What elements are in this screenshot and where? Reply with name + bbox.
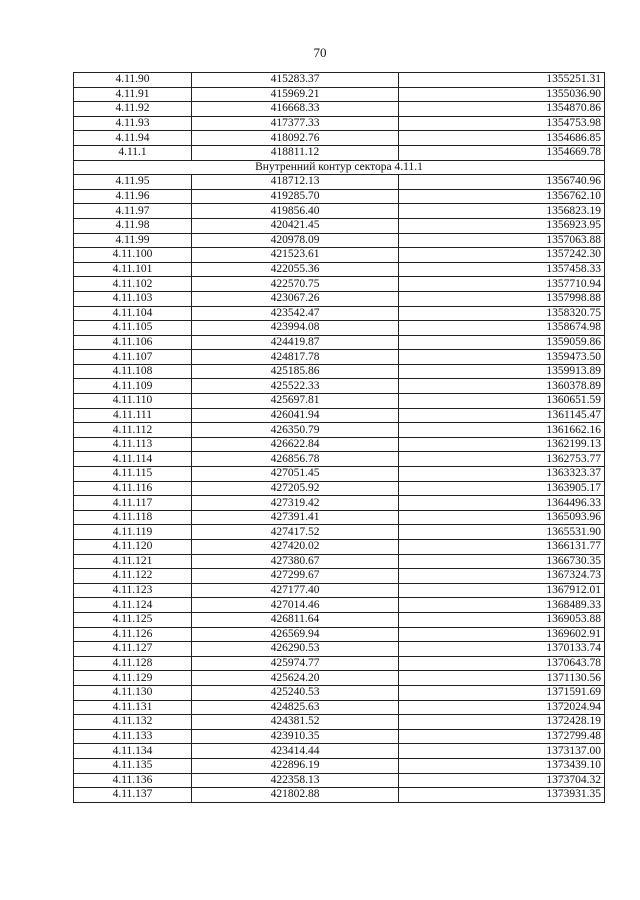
y-coordinate-cell: 1357242.30	[399, 248, 605, 263]
x-coordinate-cell: 422896.19	[192, 758, 399, 773]
table-row	[74, 510, 605, 525]
y-coordinate-cell: 1359913.89	[399, 364, 605, 379]
coordinates-table	[73, 72, 605, 803]
y-coordinate-cell: 1362753.77	[399, 452, 605, 467]
y-coordinate-cell: 1354753.98	[399, 116, 605, 131]
y-coordinate-cell: 1370643.78	[399, 656, 605, 671]
x-coordinate-cell: 422055.36	[192, 262, 399, 277]
x-coordinate-cell: 419285.70	[192, 189, 399, 204]
table-row	[74, 306, 605, 321]
y-coordinate-cell: 1355036.90	[399, 87, 605, 102]
table-row	[74, 642, 605, 657]
x-coordinate-cell: 422570.75	[192, 277, 399, 292]
x-coordinate-cell: 427380.67	[192, 554, 399, 569]
table-row	[74, 496, 605, 511]
y-coordinate-cell: 1373704.32	[399, 773, 605, 788]
x-coordinate-cell: 427177.40	[192, 583, 399, 598]
table-row	[74, 262, 605, 277]
x-coordinate-cell: 426290.53	[192, 642, 399, 657]
y-coordinate-cell: 1366730.35	[399, 554, 605, 569]
x-coordinate-cell: 424419.87	[192, 335, 399, 350]
table-row	[74, 87, 605, 102]
x-coordinate-cell: 425522.33	[192, 379, 399, 394]
y-coordinate-cell: 1369053.88	[399, 612, 605, 627]
point-cell: 4.11.124	[74, 598, 192, 613]
x-coordinate-cell: 424381.52	[192, 715, 399, 730]
section-row	[74, 160, 605, 175]
y-coordinate-cell: 1360651.59	[399, 394, 605, 409]
y-coordinate-cell: 1361662.16	[399, 423, 605, 438]
table-row	[74, 788, 605, 803]
point-cell: 4.11.126	[74, 627, 192, 642]
x-coordinate-cell: 423067.26	[192, 291, 399, 306]
y-coordinate-cell: 1363323.37	[399, 467, 605, 482]
table-row	[74, 700, 605, 715]
y-coordinate-cell: 1363905.17	[399, 481, 605, 496]
y-coordinate-cell: 1354669.78	[399, 145, 605, 160]
point-cell: 4.11.123	[74, 583, 192, 598]
x-coordinate-cell: 415283.37	[192, 73, 399, 88]
y-coordinate-cell: 1360378.89	[399, 379, 605, 394]
point-cell: 4.11.97	[74, 204, 192, 219]
table-row	[74, 175, 605, 190]
table-row	[74, 364, 605, 379]
table-body-before	[74, 73, 605, 161]
point-cell: 4.11.131	[74, 700, 192, 715]
point-cell: 4.11.115	[74, 467, 192, 482]
table-row	[74, 481, 605, 496]
x-coordinate-cell: 418811.12	[192, 145, 399, 160]
y-coordinate-cell: 1354870.86	[399, 102, 605, 117]
table-row	[74, 291, 605, 306]
point-cell: 4.11.129	[74, 671, 192, 686]
x-coordinate-cell: 422358.13	[192, 773, 399, 788]
y-coordinate-cell: 1371130.56	[399, 671, 605, 686]
point-cell: 4.11.133	[74, 729, 192, 744]
x-coordinate-cell: 427205.92	[192, 481, 399, 496]
table-row	[74, 350, 605, 365]
table-row	[74, 335, 605, 350]
table-row	[74, 612, 605, 627]
point-cell: 4.11.130	[74, 685, 192, 700]
x-coordinate-cell: 427391.41	[192, 510, 399, 525]
x-coordinate-cell: 427417.52	[192, 525, 399, 540]
table-row	[74, 423, 605, 438]
y-coordinate-cell: 1361145.47	[399, 408, 605, 423]
table-row	[74, 437, 605, 452]
table-row	[74, 131, 605, 146]
x-coordinate-cell: 415969.21	[192, 87, 399, 102]
table-row	[74, 102, 605, 117]
table-row	[74, 598, 605, 613]
y-coordinate-cell: 1371591.69	[399, 685, 605, 700]
page-number: 70	[313, 45, 327, 60]
x-coordinate-cell: 426041.94	[192, 408, 399, 423]
point-cell: 4.11.95	[74, 175, 192, 190]
y-coordinate-cell: 1359059.86	[399, 335, 605, 350]
x-coordinate-cell: 425974.77	[192, 656, 399, 671]
y-coordinate-cell: 1372428.19	[399, 715, 605, 730]
y-coordinate-cell: 1367912.01	[399, 583, 605, 598]
section-title: Внутренний контур сектора 4.11.1	[74, 160, 605, 175]
table-row	[74, 277, 605, 292]
point-cell: 4.11.119	[74, 525, 192, 540]
x-coordinate-cell: 416668.33	[192, 102, 399, 117]
point-cell: 4.11.117	[74, 496, 192, 511]
y-coordinate-cell: 1356762.10	[399, 189, 605, 204]
table-row	[74, 671, 605, 686]
x-coordinate-cell: 423994.08	[192, 321, 399, 336]
point-cell: 4.11.128	[74, 656, 192, 671]
table-row	[74, 452, 605, 467]
point-cell: 4.11.93	[74, 116, 192, 131]
x-coordinate-cell: 426856.78	[192, 452, 399, 467]
y-coordinate-cell: 1357063.88	[399, 233, 605, 248]
y-coordinate-cell: 1357710.94	[399, 277, 605, 292]
x-coordinate-cell: 421802.88	[192, 788, 399, 803]
point-cell: 4.11.125	[74, 612, 192, 627]
table-row	[74, 145, 605, 160]
point-cell: 4.11.113	[74, 437, 192, 452]
y-coordinate-cell: 1358674.98	[399, 321, 605, 336]
y-coordinate-cell: 1364496.33	[399, 496, 605, 511]
x-coordinate-cell: 427014.46	[192, 598, 399, 613]
point-cell: 4.11.106	[74, 335, 192, 350]
table-row	[74, 408, 605, 423]
point-cell: 4.11.91	[74, 87, 192, 102]
y-coordinate-cell: 1357458.33	[399, 262, 605, 277]
y-coordinate-cell: 1356923.95	[399, 218, 605, 233]
table-row	[74, 189, 605, 204]
x-coordinate-cell: 423414.44	[192, 744, 399, 759]
y-coordinate-cell: 1372799.48	[399, 729, 605, 744]
table-row	[74, 525, 605, 540]
point-cell: 4.11.1	[74, 145, 192, 160]
x-coordinate-cell: 419856.40	[192, 204, 399, 219]
y-coordinate-cell: 1355251.31	[399, 73, 605, 88]
point-cell: 4.11.111	[74, 408, 192, 423]
point-cell: 4.11.135	[74, 758, 192, 773]
table-row	[74, 218, 605, 233]
table-row	[74, 248, 605, 263]
table-row	[74, 467, 605, 482]
point-cell: 4.11.98	[74, 218, 192, 233]
table-body-after	[74, 175, 605, 803]
x-coordinate-cell: 427319.42	[192, 496, 399, 511]
y-coordinate-cell: 1370133.74	[399, 642, 605, 657]
y-coordinate-cell: 1368489.33	[399, 598, 605, 613]
y-coordinate-cell: 1373137.00	[399, 744, 605, 759]
table-row	[74, 394, 605, 409]
table-row	[74, 540, 605, 555]
point-cell: 4.11.99	[74, 233, 192, 248]
point-cell: 4.11.100	[74, 248, 192, 263]
x-coordinate-cell: 425697.81	[192, 394, 399, 409]
x-coordinate-cell: 418712.13	[192, 175, 399, 190]
x-coordinate-cell: 424817.78	[192, 350, 399, 365]
table-row	[74, 583, 605, 598]
y-coordinate-cell: 1354686.85	[399, 131, 605, 146]
x-coordinate-cell: 425240.53	[192, 685, 399, 700]
y-coordinate-cell: 1366131.77	[399, 540, 605, 555]
table-row	[74, 321, 605, 336]
point-cell: 4.11.122	[74, 569, 192, 584]
point-cell: 4.11.112	[74, 423, 192, 438]
x-coordinate-cell: 427051.45	[192, 467, 399, 482]
point-cell: 4.11.94	[74, 131, 192, 146]
point-cell: 4.11.104	[74, 306, 192, 321]
point-cell: 4.11.90	[74, 73, 192, 88]
table-row	[74, 554, 605, 569]
point-cell: 4.11.121	[74, 554, 192, 569]
point-cell: 4.11.101	[74, 262, 192, 277]
x-coordinate-cell: 420421.45	[192, 218, 399, 233]
y-coordinate-cell: 1359473.50	[399, 350, 605, 365]
table-row	[74, 744, 605, 759]
table-row	[74, 379, 605, 394]
x-coordinate-cell: 423542.47	[192, 306, 399, 321]
y-coordinate-cell: 1372024.94	[399, 700, 605, 715]
x-coordinate-cell: 417377.33	[192, 116, 399, 131]
x-coordinate-cell: 424825.63	[192, 700, 399, 715]
point-cell: 4.11.92	[74, 102, 192, 117]
point-cell: 4.11.132	[74, 715, 192, 730]
table-row	[74, 627, 605, 642]
table-row	[74, 73, 605, 88]
table-row	[74, 715, 605, 730]
y-coordinate-cell: 1367324.73	[399, 569, 605, 584]
x-coordinate-cell: 426811.64	[192, 612, 399, 627]
x-coordinate-cell: 418092.76	[192, 131, 399, 146]
y-coordinate-cell: 1365093.96	[399, 510, 605, 525]
y-coordinate-cell: 1365531.90	[399, 525, 605, 540]
x-coordinate-cell: 421523.61	[192, 248, 399, 263]
table-row	[74, 569, 605, 584]
point-cell: 4.11.109	[74, 379, 192, 394]
table-row	[74, 656, 605, 671]
y-coordinate-cell: 1373931.35	[399, 788, 605, 803]
x-coordinate-cell: 425185.86	[192, 364, 399, 379]
y-coordinate-cell: 1369602.91	[399, 627, 605, 642]
point-cell: 4.11.96	[74, 189, 192, 204]
x-coordinate-cell: 427420.02	[192, 540, 399, 555]
point-cell: 4.11.116	[74, 481, 192, 496]
table-row	[74, 685, 605, 700]
point-cell: 4.11.107	[74, 350, 192, 365]
point-cell: 4.11.114	[74, 452, 192, 467]
point-cell: 4.11.102	[74, 277, 192, 292]
x-coordinate-cell: 425624.20	[192, 671, 399, 686]
y-coordinate-cell: 1356740.96	[399, 175, 605, 190]
point-cell: 4.11.110	[74, 394, 192, 409]
point-cell: 4.11.103	[74, 291, 192, 306]
point-cell: 4.11.127	[74, 642, 192, 657]
y-coordinate-cell: 1356823.19	[399, 204, 605, 219]
y-coordinate-cell: 1358320.75	[399, 306, 605, 321]
x-coordinate-cell: 427299.67	[192, 569, 399, 584]
y-coordinate-cell: 1357998.88	[399, 291, 605, 306]
point-cell: 4.11.118	[74, 510, 192, 525]
table-row	[74, 729, 605, 744]
table-row	[74, 773, 605, 788]
point-cell: 4.11.108	[74, 364, 192, 379]
x-coordinate-cell: 420978.09	[192, 233, 399, 248]
point-cell: 4.11.134	[74, 744, 192, 759]
x-coordinate-cell: 426569.94	[192, 627, 399, 642]
table-row	[74, 116, 605, 131]
x-coordinate-cell: 423910.35	[192, 729, 399, 744]
section-header-body	[74, 160, 605, 175]
y-coordinate-cell: 1373439.10	[399, 758, 605, 773]
table-row	[74, 204, 605, 219]
table-row	[74, 233, 605, 248]
point-cell: 4.11.105	[74, 321, 192, 336]
x-coordinate-cell: 426622.84	[192, 437, 399, 452]
x-coordinate-cell: 426350.79	[192, 423, 399, 438]
table-row	[74, 758, 605, 773]
point-cell: 4.11.120	[74, 540, 192, 555]
point-cell: 4.11.136	[74, 773, 192, 788]
point-cell: 4.11.137	[74, 788, 192, 803]
y-coordinate-cell: 1362199.13	[399, 437, 605, 452]
